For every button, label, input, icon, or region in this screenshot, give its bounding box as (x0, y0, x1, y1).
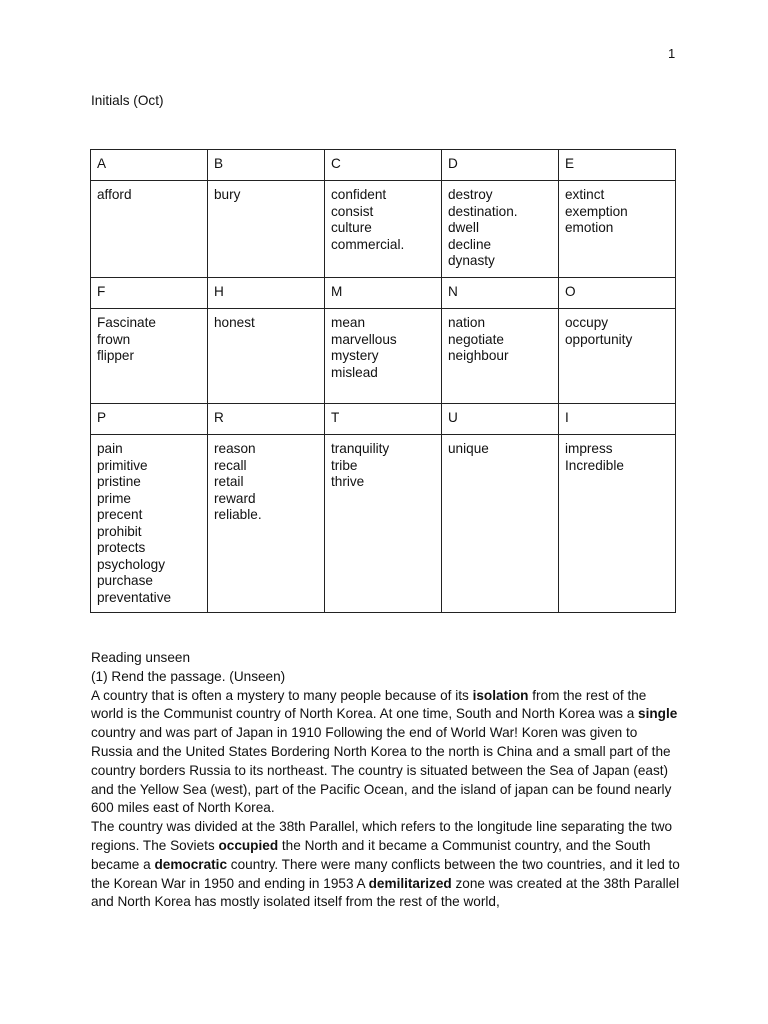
words-cell (325, 181, 442, 278)
vocab-word: honest (214, 315, 255, 330)
reading-passage (91, 687, 681, 913)
vocab-word: dwell (448, 220, 479, 235)
words-cell (91, 435, 208, 613)
vocab-word: tranquility (331, 441, 390, 456)
letter-cell: T (325, 404, 442, 435)
passage-text: country and was part of Japan in 1910 Following the end of World War! Koren was given to Russia and the United States Bordering North Korea to the north is China and a small part of the country borders Russia to its northeast. The country is situated between the Sea of Japan (east) and the Yellow Sea (west), part of the Pacific Ocean, and the island of japan can be found nearly 600 miles east of North Korea. (91, 725, 672, 816)
words-cell (91, 181, 208, 278)
words-cell (325, 309, 442, 404)
reading-heading: Reading unseen (91, 650, 191, 665)
vocab-word: preventative (97, 589, 172, 605)
vocab-word: bury (214, 187, 241, 202)
letter-cell: D (442, 150, 559, 181)
passage-paragraph (91, 818, 681, 912)
words-cell (325, 435, 442, 613)
reading-instruction: (1) Rend the passage. (Unseen) (91, 668, 286, 684)
vocab-word: mystery (331, 348, 379, 363)
letter-cell: R (208, 404, 325, 435)
words-cell (91, 309, 208, 404)
vocab-word: purchase (97, 573, 153, 588)
vocab-word: reliable. (214, 507, 262, 522)
vocab-word: consist (331, 203, 374, 219)
letter-cell: C (325, 150, 442, 181)
vocab-word: extinct (565, 187, 605, 202)
vocab-word: primitive (97, 457, 148, 473)
initials-table (90, 149, 676, 613)
passage-paragraph (91, 687, 681, 819)
vocab-word: protects (97, 540, 146, 555)
vocab-word: frown (97, 331, 131, 347)
vocab-word: Incredible (565, 457, 624, 473)
vocab-word: prime (97, 490, 131, 506)
vocab-word: occupy (565, 315, 609, 330)
vocab-word: opportunity (565, 331, 633, 347)
passage-text: The country was divided at the 38th Parallel, which refers to the longitude line separating the two regions. The Soviets (91, 819, 673, 853)
passage-text: A country that is often a mystery to many people because of its (91, 687, 473, 703)
vocab-word: destination. (448, 203, 518, 219)
vocab-word: pain (97, 441, 123, 456)
vocab-word: recall (214, 457, 247, 473)
words-row (91, 181, 676, 278)
vocab-word: reason (214, 441, 256, 456)
letter-row (91, 404, 676, 435)
words-cell (559, 181, 676, 278)
vocab-word: nation (448, 315, 486, 330)
words-cell (559, 435, 676, 613)
bold-keyword: democratic (154, 856, 228, 872)
letter-cell: H (208, 278, 325, 309)
vocab-word: mean (331, 315, 366, 330)
letter-cell: I (559, 404, 676, 435)
words-cell (442, 435, 559, 613)
words-cell (208, 435, 325, 613)
words-cell (208, 309, 325, 404)
vocab-word: marvellous (331, 331, 397, 347)
vocab-word: Fascinate (97, 315, 156, 330)
bold-keyword: single (638, 706, 678, 722)
passage-text: the North and it became a Communist country, and the South became a (91, 837, 651, 872)
letter-row (91, 150, 676, 181)
vocab-word: exemption (565, 203, 628, 219)
bold-keyword: demilitarized (368, 875, 452, 891)
vocab-word: precent (97, 507, 143, 522)
words-cell (442, 309, 559, 404)
reading-section (91, 649, 681, 912)
vocab-word: tribe (331, 457, 358, 473)
vocab-word: retail (214, 474, 244, 489)
vocab-word: reward (214, 490, 256, 506)
words-cell (559, 309, 676, 404)
vocab-word: commercial. (331, 236, 405, 252)
words-row (91, 309, 676, 404)
vocab-word: neighbour (448, 348, 509, 363)
passage-text: zone was created at the 38th Parallel and North Korea has mostly isolated itself from the rest of the world, (91, 875, 680, 910)
words-row (91, 435, 676, 613)
letter-cell: P (91, 404, 208, 435)
words-cell (442, 181, 559, 278)
letter-cell: M (325, 278, 442, 309)
vocab-word: psychology (97, 556, 166, 572)
document-title: Initials (Oct) (91, 93, 164, 108)
vocab-word: thrive (331, 474, 365, 489)
letter-cell: F (91, 278, 208, 309)
letter-cell: U (442, 404, 559, 435)
vocab-word: mislead (331, 364, 378, 380)
bold-keyword: isolation (472, 687, 529, 703)
vocab-word: afford (97, 187, 132, 202)
vocab-word: dynasty (448, 253, 495, 268)
letter-cell: N (442, 278, 559, 309)
vocab-word: pristine (97, 474, 141, 489)
bold-keyword: occupied (218, 837, 279, 853)
letter-row (91, 278, 676, 309)
passage-text: from the rest of the world is the Communist country of North Korea. At one time, South and North Korea was a (91, 687, 647, 722)
letter-cell: E (559, 150, 676, 181)
vocab-word: culture (331, 220, 372, 235)
vocab-word: confident (331, 187, 387, 202)
letter-cell: B (208, 150, 325, 181)
vocab-word: unique (448, 441, 489, 456)
vocab-word: negotiate (448, 331, 504, 347)
vocab-word: impress (565, 441, 613, 456)
words-cell (208, 181, 325, 278)
letter-cell: O (559, 278, 676, 309)
page-number: 1 (668, 46, 676, 61)
vocab-word: emotion (565, 220, 614, 235)
letter-cell: A (91, 150, 208, 181)
vocab-word: prohibit (97, 523, 142, 539)
passage-text: country. There were many conflicts between the two countries, and it led to the Korean War in 1950 and ending in 1953 A (91, 856, 680, 891)
vocab-word: flipper (97, 348, 135, 363)
vocab-word: destroy (448, 187, 493, 202)
vocab-word: decline (448, 236, 492, 252)
